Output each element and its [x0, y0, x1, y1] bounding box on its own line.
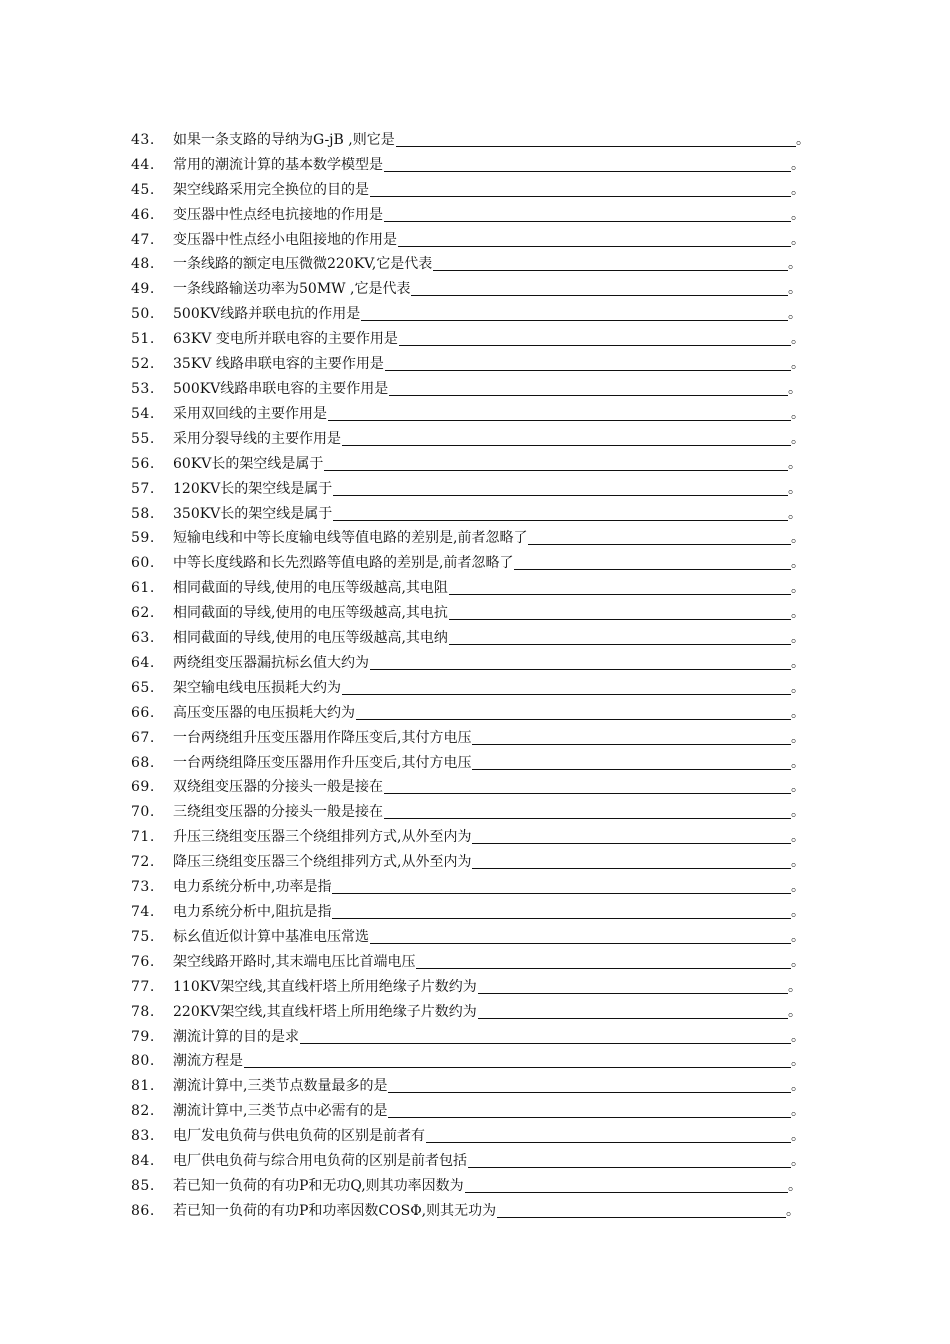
period-mark: 。	[791, 1078, 805, 1095]
period-mark: 。	[788, 455, 802, 472]
question-number: 45.	[131, 181, 155, 198]
answer-blank[interactable]	[416, 952, 791, 969]
answer-blank[interactable]	[472, 753, 791, 770]
question-item	[0, 298, 950, 323]
answer-blank[interactable]	[324, 454, 788, 471]
question-item	[0, 1021, 950, 1046]
question-number: 53.	[131, 380, 155, 397]
question-text: 一台两绕组升压变压器用作降压变后,其付方电压	[173, 729, 472, 746]
period-mark: 。	[791, 356, 805, 373]
answer-blank[interactable]	[472, 728, 791, 745]
question-item	[0, 348, 950, 373]
question-number: 65.	[131, 679, 155, 696]
question-text: 采用双回线的主要作用是	[173, 405, 327, 422]
answer-blank[interactable]	[396, 130, 796, 147]
question-text: 变压器中性点经电抗接地的作用是	[173, 206, 383, 223]
answer-blank[interactable]	[333, 504, 788, 521]
question-item	[0, 846, 950, 871]
answer-blank[interactable]	[399, 329, 791, 346]
period-mark: 。	[791, 156, 805, 173]
question-number: 60.	[131, 555, 155, 572]
answer-blank[interactable]	[370, 180, 791, 197]
question-text: 120KV长的架空线是属于	[173, 480, 333, 497]
question-list	[0, 124, 950, 1220]
answer-blank[interactable]	[388, 1076, 791, 1093]
question-number: 55.	[131, 430, 155, 447]
answer-blank[interactable]	[384, 802, 791, 819]
question-text: 电厂发电负荷与供电负荷的区别是前者有	[173, 1128, 425, 1145]
question-text: 中等长度线路和长先烈路等值电路的差别是,前者忽略了	[173, 555, 514, 572]
question-item	[0, 398, 950, 423]
question-item	[0, 1195, 950, 1220]
question-number: 48.	[131, 256, 155, 273]
answer-blank[interactable]	[388, 1101, 791, 1118]
question-number: 80.	[131, 1053, 155, 1070]
question-item	[0, 547, 950, 572]
question-number: 75.	[131, 928, 155, 945]
question-number: 64.	[131, 654, 155, 671]
period-mark: 。	[791, 530, 805, 547]
period-mark: 。	[791, 630, 805, 647]
question-number: 69.	[131, 779, 155, 796]
period-mark: 。	[788, 281, 802, 298]
question-item	[0, 423, 950, 448]
question-item	[0, 498, 950, 523]
question-number: 73.	[131, 879, 155, 896]
question-text: 两绕组变压器漏抗标幺值大约为	[173, 654, 369, 671]
question-number: 77.	[131, 978, 155, 995]
question-number: 50.	[131, 306, 155, 323]
period-mark: 。	[791, 1153, 805, 1170]
question-item	[0, 996, 950, 1021]
period-mark: 。	[788, 256, 802, 273]
answer-blank[interactable]	[478, 1002, 788, 1019]
answer-blank[interactable]	[514, 553, 791, 570]
question-text: 500KV线路串联电容的主要作用是	[173, 380, 389, 397]
answer-blank[interactable]	[468, 1151, 791, 1168]
period-mark: 。	[791, 555, 805, 572]
question-text: 架空线路开路时,其末端电压比首端电压	[173, 953, 416, 970]
answer-blank[interactable]	[361, 304, 788, 321]
question-text: 如果一条支路的导纳为G-jB ,则它是	[173, 131, 395, 148]
period-mark: 。	[786, 1202, 800, 1219]
answer-blank[interactable]	[244, 1051, 791, 1068]
question-item	[0, 199, 950, 224]
question-number: 43.	[131, 131, 155, 148]
question-text: 标幺值近似计算中基准电压常选	[173, 928, 369, 945]
question-item	[0, 697, 950, 722]
period-mark: 。	[791, 679, 805, 696]
period-mark: 。	[791, 704, 805, 721]
answer-blank[interactable]	[528, 528, 791, 545]
question-text: 电力系统分析中,功率是指	[173, 879, 332, 896]
question-text: 双绕组变压器的分接头一般是接在	[173, 779, 383, 796]
period-mark: 。	[796, 131, 810, 148]
question-number: 72.	[131, 854, 155, 871]
answer-blank[interactable]	[332, 877, 791, 894]
question-number: 71.	[131, 829, 155, 846]
question-item	[0, 772, 950, 797]
question-number: 78.	[131, 1003, 155, 1020]
question-text: 一条线路输送功率为50MW ,它是代表	[173, 281, 411, 298]
question-number: 79.	[131, 1028, 155, 1045]
question-text: 220KV架空线,其直线杆塔上所用绝缘子片数约为	[173, 1003, 477, 1020]
question-item	[0, 572, 950, 597]
question-item	[0, 448, 950, 473]
period-mark: 。	[791, 1128, 805, 1145]
question-text: 35KV 线路串联电容的主要作用是	[173, 356, 384, 373]
answer-blank[interactable]	[449, 628, 791, 645]
question-text: 潮流方程是	[173, 1053, 243, 1070]
question-number: 59.	[131, 530, 155, 547]
question-item	[0, 1145, 950, 1170]
question-number: 86.	[131, 1202, 155, 1219]
question-text: 一条线路的额定电压微微220KV,它是代表	[173, 256, 433, 273]
question-number: 56.	[131, 455, 155, 472]
question-item	[0, 149, 950, 174]
period-mark: 。	[791, 754, 805, 771]
answer-blank[interactable]	[465, 1176, 788, 1193]
question-item	[0, 523, 950, 548]
period-mark: 。	[788, 306, 802, 323]
period-mark: 。	[791, 181, 805, 198]
question-item	[0, 622, 950, 647]
answer-blank[interactable]	[332, 902, 791, 919]
question-number: 74.	[131, 904, 155, 920]
period-mark: 。	[791, 1103, 805, 1120]
question-number: 70.	[131, 804, 155, 821]
question-number: 83.	[131, 1128, 155, 1145]
answer-blank[interactable]	[449, 603, 791, 620]
period-mark: 。	[788, 480, 802, 497]
answer-blank[interactable]	[384, 205, 791, 222]
answer-blank[interactable]	[478, 977, 788, 994]
question-number: 47.	[131, 231, 155, 248]
question-number: 62.	[131, 605, 155, 622]
question-number: 52.	[131, 356, 155, 373]
question-number: 76.	[131, 953, 155, 970]
question-item	[0, 1170, 950, 1195]
question-text: 架空线路采用完全换位的目的是	[173, 181, 369, 198]
question-item	[0, 1046, 950, 1071]
question-text: 350KV长的架空线是属于	[173, 505, 333, 522]
question-number: 82.	[131, 1103, 155, 1120]
question-item	[0, 747, 950, 772]
period-mark: 。	[788, 1003, 802, 1020]
answer-blank[interactable]	[472, 827, 791, 844]
answer-blank[interactable]	[426, 1126, 791, 1143]
question-item	[0, 597, 950, 622]
question-text: 63KV 变电所并联电容的主要作用是	[173, 331, 398, 348]
question-text: 变压器中性点经小电阻接地的作用是	[173, 231, 397, 248]
period-mark: 。	[791, 405, 805, 422]
question-item	[0, 821, 950, 846]
question-number: 85.	[131, 1177, 155, 1194]
question-number: 57.	[131, 480, 155, 497]
question-item	[0, 1095, 950, 1120]
question-text: 升压三绕组变压器三个绕组排列方式,从外至内为	[173, 829, 472, 846]
question-number: 67.	[131, 729, 155, 746]
answer-blank[interactable]	[384, 777, 791, 794]
question-text: 相同截面的导线,使用的电压等级越高,其电抗	[173, 605, 448, 622]
question-item	[0, 896, 950, 921]
question-item	[0, 971, 950, 996]
period-mark: 。	[791, 605, 805, 622]
question-item	[0, 946, 950, 971]
question-text: 相同截面的导线,使用的电压等级越高,其电阻	[173, 580, 448, 597]
answer-blank[interactable]	[398, 230, 791, 247]
period-mark: 。	[788, 978, 802, 995]
period-mark: 。	[791, 231, 805, 248]
question-item	[0, 1120, 950, 1145]
question-item	[0, 373, 950, 398]
question-text: 电力系统分析中,阻抗是指	[173, 904, 332, 920]
question-item	[0, 473, 950, 498]
question-text: 相同截面的导线,使用的电压等级越高,其电纳	[173, 630, 448, 647]
question-number: 44.	[131, 156, 155, 173]
question-text: 若已知一负荷的有功P和无功Q,则其功率因数为	[173, 1177, 464, 1194]
answer-blank[interactable]	[342, 678, 791, 695]
question-item	[0, 1070, 950, 1095]
question-item	[0, 672, 950, 697]
answer-blank[interactable]	[433, 254, 788, 271]
question-number: 61.	[131, 580, 155, 597]
answer-blank[interactable]	[370, 653, 791, 670]
period-mark: 。	[791, 953, 805, 970]
question-number: 63.	[131, 630, 155, 647]
answer-blank[interactable]	[497, 1201, 786, 1218]
period-mark: 。	[791, 729, 805, 746]
question-text: 降压三绕组变压器三个绕组排列方式,从外至内为	[173, 854, 472, 871]
period-mark: 。	[791, 206, 805, 223]
question-number: 84.	[131, 1153, 155, 1170]
question-item	[0, 124, 950, 149]
question-item	[0, 722, 950, 747]
answer-blank[interactable]	[333, 479, 788, 496]
question-text: 500KV线路并联电抗的作用是	[173, 306, 361, 323]
question-number: 54.	[131, 405, 155, 422]
question-number: 66.	[131, 704, 155, 721]
period-mark: 。	[788, 380, 802, 397]
question-item	[0, 323, 950, 348]
period-mark: 。	[788, 505, 802, 522]
question-text: 三绕组变压器的分接头一般是接在	[173, 804, 383, 821]
question-text: 一台两绕组降压变压器用作升压变后,其付方电压	[173, 754, 472, 771]
period-mark: 。	[791, 879, 805, 896]
question-text: 架空输电线电压损耗大约为	[173, 679, 341, 696]
question-text: 高压变压器的电压损耗大约为	[173, 704, 355, 721]
answer-blank[interactable]	[370, 927, 791, 944]
question-item	[0, 224, 950, 249]
question-text: 110KV架空线,其直线杆塔上所用绝缘子片数约为	[173, 978, 477, 995]
period-mark: 。	[791, 580, 805, 597]
answer-blank[interactable]	[385, 354, 791, 371]
answer-blank[interactable]	[300, 1027, 791, 1044]
answer-blank[interactable]	[356, 703, 791, 720]
period-mark: 。	[791, 1053, 805, 1070]
question-text: 60KV长的架空线是属于	[173, 455, 324, 472]
question-item	[0, 174, 950, 199]
answer-blank[interactable]	[328, 404, 791, 421]
question-item	[0, 273, 950, 298]
question-number: 51.	[131, 331, 155, 348]
answer-blank[interactable]	[472, 852, 791, 869]
answer-blank[interactable]	[389, 379, 788, 396]
period-mark: 。	[791, 804, 805, 821]
question-item	[0, 871, 950, 896]
question-item	[0, 249, 950, 274]
question-item	[0, 921, 950, 946]
period-mark: 。	[791, 779, 805, 796]
question-item	[0, 647, 950, 672]
period-mark: 。	[791, 1028, 805, 1045]
answer-blank[interactable]	[411, 279, 788, 296]
question-number: 58.	[131, 505, 155, 522]
question-text: 若已知一负荷的有功P和功率因数COSΦ,则其无功为	[173, 1202, 497, 1219]
question-text: 常用的潮流计算的基本数学模型是	[173, 156, 383, 173]
period-mark: 。	[788, 1177, 802, 1194]
question-text: 潮流计算中,三类节点中必需有的是	[173, 1103, 388, 1120]
answer-blank[interactable]	[342, 429, 791, 446]
period-mark: 。	[791, 904, 805, 920]
question-number: 68.	[131, 754, 155, 771]
period-mark: 。	[791, 430, 805, 447]
question-number: 49.	[131, 281, 155, 298]
period-mark: 。	[791, 829, 805, 846]
question-item	[0, 796, 950, 821]
answer-blank[interactable]	[449, 578, 791, 595]
period-mark: 。	[791, 331, 805, 348]
answer-blank[interactable]	[384, 155, 791, 172]
period-mark: 。	[791, 854, 805, 871]
question-text: 短输电线和中等长度输电线等值电路的差别是,前者忽略了	[173, 530, 528, 547]
question-number: 81.	[131, 1078, 155, 1095]
period-mark: 。	[791, 928, 805, 945]
question-number: 46.	[131, 206, 155, 223]
question-text: 采用分裂导线的主要作用是	[173, 430, 341, 447]
question-text: 潮流计算的目的是求	[173, 1028, 299, 1045]
question-text: 电厂供电负荷与综合用电负荷的区别是前者包括	[173, 1153, 467, 1170]
period-mark: 。	[791, 654, 805, 671]
question-text: 潮流计算中,三类节点数量最多的是	[173, 1078, 388, 1095]
